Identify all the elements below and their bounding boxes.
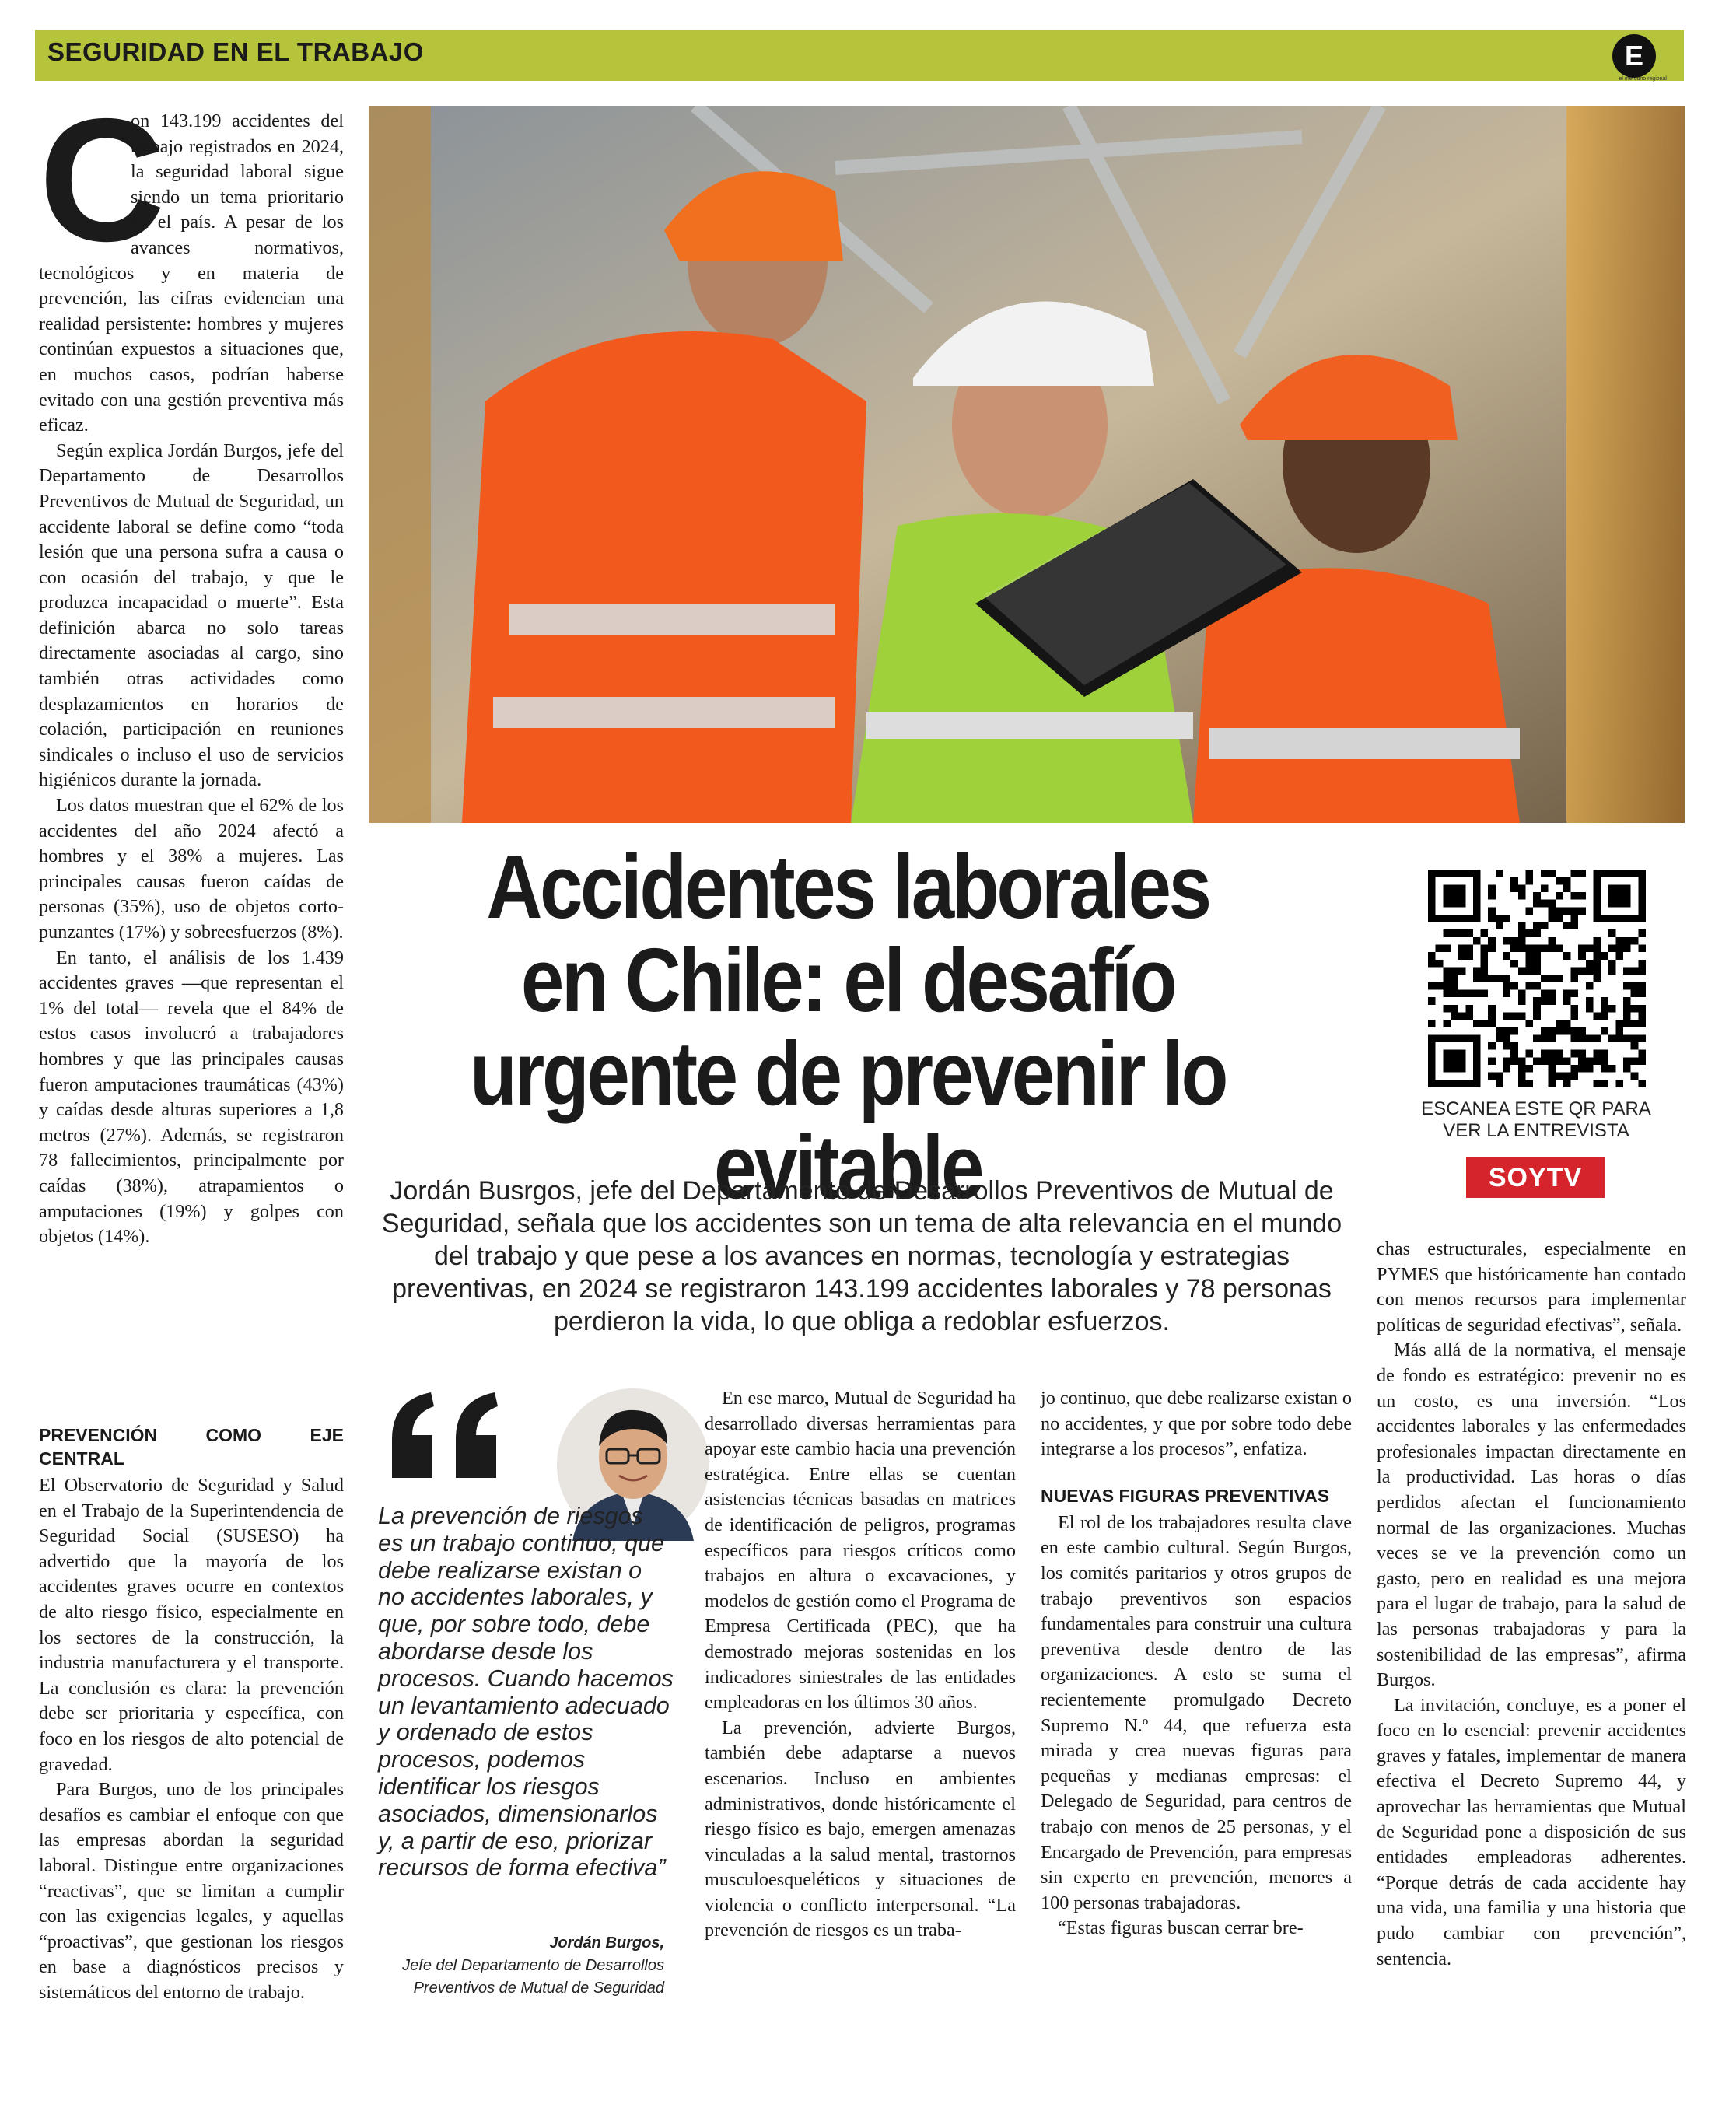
quote-author-name: Jordán Burgos, [549,1934,664,1952]
paragraph: “Estas figuras buscan cerrar bre- [1058,1917,1304,1939]
paragraph: El Observatorio de Seguridad y Salud en el Trabajo de la Superintendencia de Seguridad Social (SUSESO) ha advertido que la mayoría de los accidentes graves ocurre en contextos de alto riesgo físico, especialmente en los sectores de la construcción, la industria manufacturera y el transporte. La conclusión es clara: la prevención debe ser prioritaria y específica, con foco en los riesgos de alto potencial de gravedad. [39,1475,344,1775]
article-column-1b [39,1416,344,2005]
paragraph: on 143.199 accidentes del trabajo registrados en 2024, la seguridad laboral sigue siendo un tema prioritario en el país. A pesar de los avances normativos, tecnológicos y en materia de prevención, las cifras evidencian una realidad persistente: hombres y mujeres continúan expuestos a situaciones que, en muchos casos, podrían haberse evitado con una gestión preventiva más eficaz. [39,110,344,436]
article-column-3 [705,1386,1016,1944]
quote-author-role: Jefe del Departamento de Desarrollos Preventivos de Mutual de Seguridad [402,1957,664,1997]
paragraph: El rol de los trabajadores resulta clave en este cambio cultural. Según Burgos, los comités paritarios y otros grupos de trabajo preventivos son espacios fundamentales para construir una cultura preventiva desde dentro de las organizaciones. A esto se suma el recientemente promulgado Decreto Supremo N.º 44, que refuerza esta mirada y crea nuevas figuras para pequeñas y medianas empresas: el Delegado de Seguridad, para centros de trabajo con menos de 25 personas, y el Encargado de Prevención, para empresas sin experto en prevención, menores a 100 personas trabajadoras. [1041,1511,1352,1913]
subheading-nuevas-figuras: NUEVAS FIGURAS PREVENTIVAS [1041,1485,1330,1506]
paragraph: Según explica Jordán Burgos, jefe del Departamento de Desarrollos Preventivos de Mutual de Seguridad, un accidente laboral se define como “toda lesión que una persona sufra a causa o con ocasión del trabajo, y que le produzca incapacidad o muerte”. Esta definición abarca no solo tareas directamente asociadas al cargo, sino también otras actividades como desplazamientos en horarios de colación, participación en reuniones sindicales o incluso el uso de servicios higiénicos durante la jornada. [39,439,344,791]
article-column-4 [1041,1386,1352,1941]
pull-quote: La prevención de riesgos es un trabajo continuo, que debe realizarse existan o no accidentes laborales, y que, por sobre todo, debe abordarse desde los procesos. Cuando hacemos un levantamiento adecuado y ordenado de estos procesos, podemos identificar los riesgos asociados, dimensionarlos y, a partir de eso, priorizar recursos de forma efectiva” [378,1503,674,1882]
paragraph: jo continuo, que debe realizarse existan o no accidentes, y que por sobre todo debe integrarse a los procesos”, enfatiza. [1041,1388,1352,1460]
paragraph: En tanto, el análisis de los 1.439 accidentes graves —que representan el 1% del total— revela que el 84% de estos casos involucró a trabajadores hombres y que las principales causas fueron amputaciones traumáticas (43%) y caídas desde alturas superiores a 1,8 metros (27%). Además, se registraron 78 fallecimientos, principalmente por caídas (38%), atrapamientos o amputaciones (19%) y golpes con objetos (14%). [39,947,344,1248]
lead-paragraph: Jordán Busrgos, jefe del Departamento de Desarrollos Preventivos de Mutual de Seguridad, señala que los accidentes son un tema de alta relevancia en el mundo del trabajo y que pese a los avances en normas, tecnología y estrategias preventivas, en 2024 se registraron 143.199 accidentes laborales y 78 personas perdieron la vida, lo que obliga a redoblar esfuerzos. [381,1176,1342,1336]
newspaper-logo-icon: E [1612,34,1656,78]
qr-code-icon[interactable] [1428,870,1646,1087]
paragraph: En ese marco, Mutual de Seguridad ha desarrollado diversas herramientas para apoyar este cambio hacia una prevención estratégica. Entre ellas se cuentan asistencias técnicas basadas en matrices de identificación de peligros, programas específicos para riesgos críticos como trabajos en altura o excavaciones, y modelos de gestión como el Programa de Empresa Certificada (PEC), que ha demostrado mejoras sostenidas en los indicadores siniestrales de las entidades empleadoras en los últimos 30 años. [705,1388,1016,1714]
article-column-1 [39,82,344,1250]
quotation-mark-icon [384,1392,509,1486]
paragraph: chas estructurales, especialmente en PYMES que históricamente han contado con menos recursos para implementar políticas de seguridad efectivas”, señala. [1377,1238,1686,1336]
quote-attribution [373,1932,664,2000]
qr-caption: ESCANEA ESTE QR PARA VER LA ENTREVISTA [1421,1098,1651,1141]
paragraph: La prevención, advierte Burgos, también debe adaptarse a nuevos escenarios. Incluso en ambientes administrativos, donde históricamente el riesgo físico es bajo, emergen amenazas vinculadas a la salud mental, trastornos musculoesqueléticos y situaciones de violencia o conflicto interpersonal. “La prevención de riesgos es un traba- [705,1717,1016,1941]
paragraph: Los datos muestran que el 62% de los accidentes del año 2024 afectó a hombres y el 38% a mujeres. Las principales causas fueron caídas de personas (35%), uso de objetos corto-punzantes (17%) y sobreesfuerzos (8%). [39,795,344,943]
drop-cap: C [39,82,166,278]
section-header-bar [35,30,1684,81]
section-title: SEGURIDAD EN EL TRABAJO [47,37,424,66]
soytv-logo: SOYTV [1466,1157,1605,1198]
workers-photo [369,106,1685,823]
paragraph: Para Burgos, uno de los principales desafíos es cambiar el enfoque con que las empresas abordan la seguridad laboral. Distingue entre organizaciones “reactivas”, que se limitan a cumplir con las exigencias legales, y aquellas “proactivas”, que gestionan los riesgos en base a diagnósticos precisos y sistemáticos del entorno de trabajo. [39,1779,344,2003]
subheading-prevencion: PREVENCIÓN COMO EJE CENTRAL [39,1425,344,1469]
logo-caption: el mercurio regional [1619,76,1667,82]
article-column-5 [1377,1237,1686,1972]
headline: Accidentes laborales en Chile: el desafío urgente de prevenir lo evitable [469,836,1227,1217]
paragraph: La invitación, concluye, es a poner el foco en lo esencial: prevenir accidentes graves y fatales, implementar de manera efectiva el Decreto Supremo 44, y aprovechar las herramientas que Mutual de Seguridad pone a disposición de sus entidades empleadoras adherentes. “Porque detrás de cada accidente hay una vida, una familia y una historia que pudo cambiar con prevención”, sentencia. [1377,1694,1686,1969]
paragraph: Más allá de la normativa, el mensaje de fondo es estratégico: prevenir no es un costo, es una inversión. “Los accidentes laborales y las enfermedades profesionales impactan directamente en la productividad. Las horas o días perdidos afectan el funcionamiento normal de las organizaciones. Muchas veces se ve la prevención como un gasto, pero en realidad es una mejora para el lugar de trabajo, para la salud de las personas trabajadoras y para la sostenibilidad de las empresas”, afirma Burgos. [1377,1339,1686,1691]
